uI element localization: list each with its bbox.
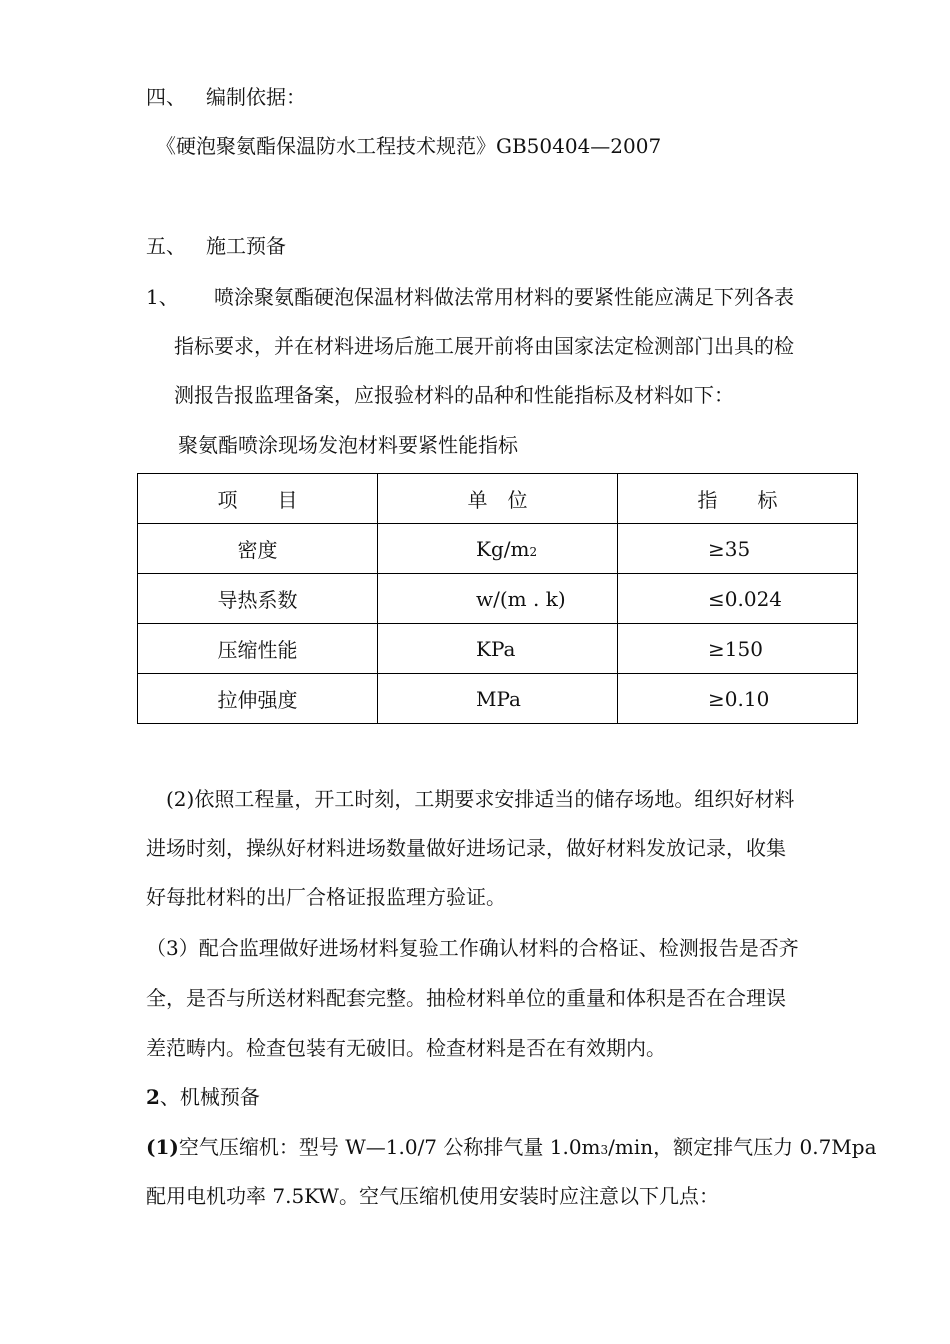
- item-2-number: 2: [146, 1085, 160, 1109]
- section-4-heading: [146, 83, 306, 111]
- row-item: 密度: [138, 524, 378, 574]
- item-1-line-2: 指标要求，并在材料进场后施工展开前将由国家法定检测部门出具的检: [174, 334, 794, 358]
- standard-reference: 《硬泡聚氨酯保温防水工程技术规范》GB50404—2007: [156, 134, 662, 158]
- item-1-line-1: [146, 283, 794, 311]
- section-5-number: 五、: [146, 234, 186, 258]
- paragraph-3-line-2: 全，是否与所送材料配套完整。抽检材料单位的重量和体积是否在合理误: [146, 986, 786, 1010]
- unit-superscript: 2: [529, 544, 538, 559]
- row-unit: [378, 524, 618, 574]
- paragraph-2-line-2: 进场时刻，操纵好材料进场数量做好进场记录，做好材料发放记录，收集: [146, 836, 786, 860]
- header-value: 指 标: [618, 474, 858, 524]
- compressor-number: (1): [146, 1135, 179, 1159]
- paragraph-3-line-1: （3）配合监理做好进场材料复验工作确认材料的合格证、检测报告是否齐: [146, 936, 799, 960]
- performance-table: [137, 473, 858, 724]
- item-2-title: 、机械预备: [159, 1085, 260, 1109]
- paragraph-3-line-3: 差范畴内。检查包装有无破旧。检查材料是否在有效期内。: [146, 1036, 666, 1060]
- table-caption: 聚氨酯喷涂现场发泡材料要紧性能指标: [178, 433, 518, 457]
- section-5-heading: [146, 232, 286, 260]
- row-item: 压缩性能: [138, 624, 378, 674]
- paragraph-2-line-3: 好每批材料的出厂合格证报监理方验证。: [146, 885, 506, 909]
- section-4-number: 四、: [146, 85, 186, 109]
- item-2-heading: [146, 1083, 260, 1111]
- row-unit: w/(m . k): [378, 574, 618, 624]
- compressor-text-b: /min，额定排气压力 0.7Mpa: [608, 1135, 877, 1159]
- item-1-line-3: 测报告报监理备案，应报验材料的品种和性能指标及材料如下：: [174, 383, 734, 407]
- header-unit: 单 位: [378, 474, 618, 524]
- item-1-text-1: 喷涂聚氨酯硬泡保温材料做法常用材料的要紧性能应满足下列各表: [214, 285, 794, 309]
- table-row: [138, 524, 858, 574]
- compressor-line-2: 配用电机功率 7.5KW。空气压缩机使用安装时应注意以下几点：: [146, 1184, 719, 1208]
- row-unit: MPa: [378, 674, 618, 724]
- row-value: ≥0.10: [618, 674, 858, 724]
- paragraph-2-line-1: (2)依照工程量，开工时刻，工期要求安排适当的储存场地。组织好材料: [166, 787, 795, 811]
- row-item: 导热系数: [138, 574, 378, 624]
- row-value: ≥150: [618, 624, 858, 674]
- table-row: [138, 574, 858, 624]
- compressor-text-a: 空气压缩机：型号 W—1.0/7 公称排气量 1.0m: [178, 1135, 601, 1159]
- row-value: ≥35: [618, 524, 858, 574]
- header-item: 项 目: [138, 474, 378, 524]
- section-5-title: 施工预备: [206, 234, 286, 258]
- section-4-title: 编制依据：: [206, 85, 306, 109]
- table-header-row: [138, 474, 858, 524]
- table-row: [138, 674, 858, 724]
- compressor-line-1: [146, 1133, 877, 1164]
- compressor-superscript: 3: [600, 1143, 609, 1157]
- row-value: ≤0.024: [618, 574, 858, 624]
- row-unit: KPa: [378, 624, 618, 674]
- unit-text: Kg/m: [476, 536, 530, 561]
- row-item: 拉伸强度: [138, 674, 378, 724]
- table-row: [138, 624, 858, 674]
- item-1-number: 1、: [146, 285, 179, 309]
